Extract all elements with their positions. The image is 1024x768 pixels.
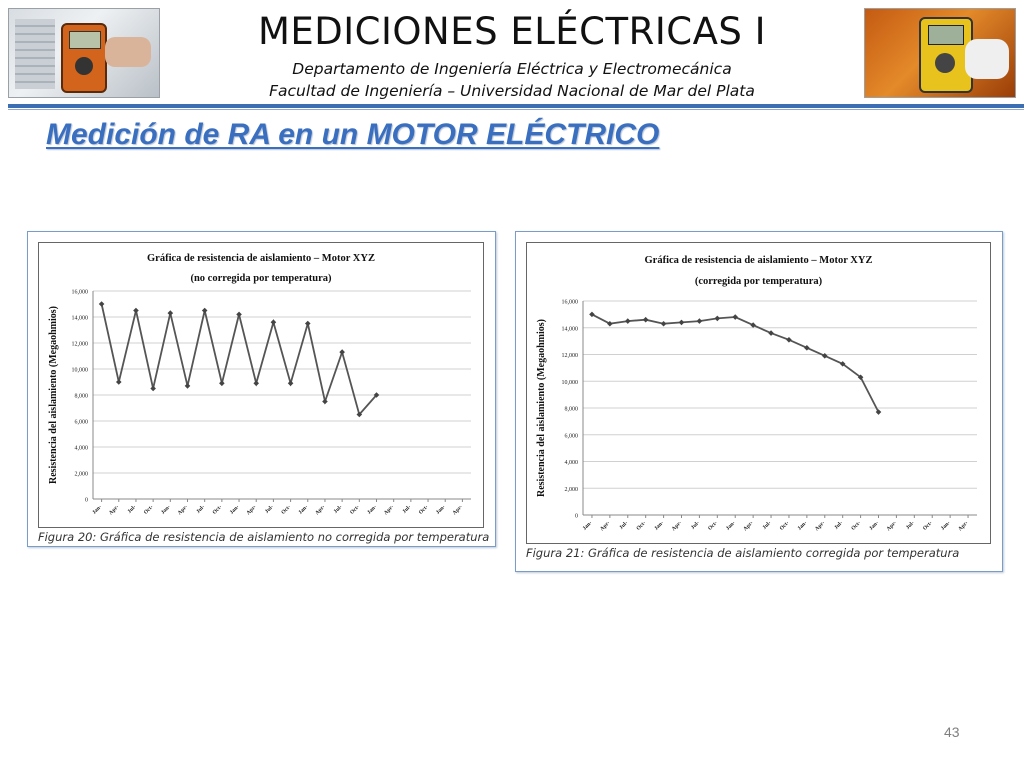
y-tick-label: 14,000 [71, 315, 88, 322]
y-tick-label: 2,000 [74, 471, 88, 478]
x-tick-label: Jul- [905, 520, 916, 531]
chart-frame [38, 242, 484, 528]
x-tick-label: Jan- [581, 520, 594, 532]
data-point [99, 301, 105, 307]
x-tick-label: Oct- [349, 504, 361, 516]
multimeter-photo-left [8, 8, 160, 98]
x-tick-label: Apr- [451, 504, 464, 517]
x-tick-label: Oct- [142, 504, 155, 516]
x-tick-label: Jul- [690, 520, 701, 531]
x-tick-label: Oct- [850, 520, 863, 532]
x-tick-label: Apr- [885, 520, 898, 533]
chart-subtitle: (corregida por temperatura) [694, 276, 823, 287]
slide-title: MEDICIONES ELÉCTRICAS I [257, 10, 767, 53]
chart-corrected [527, 243, 990, 543]
x-tick-label: Jan- [725, 520, 737, 532]
x-tick-label: Oct- [922, 520, 934, 532]
x-tick-label: Apr- [314, 504, 327, 517]
x-tick-label: Apr- [108, 504, 121, 517]
data-point [804, 345, 810, 351]
y-tick-label: 14,000 [561, 326, 578, 333]
x-tick-label: Jul- [264, 504, 275, 515]
data-point [661, 321, 667, 327]
data-point [185, 383, 191, 389]
x-tick-label: Jul- [761, 520, 773, 531]
figure-20 [27, 231, 496, 547]
x-tick-label: Oct- [211, 504, 224, 516]
data-point [202, 308, 208, 314]
x-tick-label: Jan- [796, 520, 809, 532]
y-tick-label: 6,000 [74, 419, 88, 426]
x-tick-label: Jan- [297, 504, 310, 516]
x-tick-label: Apr- [382, 504, 396, 517]
department-subtitle: Departamento de Ingeniería Eléctrica y Electromecánica [292, 60, 732, 78]
x-tick-label: Apr- [176, 504, 189, 517]
y-tick-label: 4,000 [564, 460, 578, 466]
x-tick-label: Jan- [868, 520, 880, 532]
x-tick-label: Jul- [833, 520, 845, 531]
x-tick-label: Apr- [742, 520, 755, 533]
data-point [697, 318, 703, 324]
chart-title: Gráfica de resistencia de aislamiento – Motor XYZ [644, 255, 873, 266]
y-tick-label: 0 [85, 497, 88, 504]
x-tick-label: Apr- [670, 520, 683, 533]
x-tick-label: Oct- [707, 520, 719, 532]
header-rule-thin [8, 109, 1024, 110]
y-tick-label: 16,000 [71, 289, 88, 296]
x-tick-label: Apr- [814, 520, 827, 533]
data-point [732, 314, 738, 320]
y-tick-label: 8,000 [564, 406, 578, 413]
x-tick-label: Apr- [957, 520, 970, 533]
data-point [750, 322, 756, 328]
data-point [786, 337, 792, 343]
chart-frame [526, 242, 991, 544]
y-axis-label: Resistencia del aislamiento (Megaohmios) [536, 318, 547, 498]
x-tick-label: Jan- [939, 520, 952, 532]
figure-21 [515, 231, 1003, 572]
data-point [168, 310, 174, 316]
series-line [592, 314, 879, 412]
x-tick-label: Apr- [599, 520, 612, 533]
data-point [643, 317, 649, 323]
data-point [322, 399, 328, 405]
figure-caption: Figura 20: Gráfica de resistencia de aislamiento no corregida por temperatura [38, 530, 490, 544]
x-tick-label: Jan- [366, 504, 378, 516]
x-tick-label: Oct- [417, 504, 430, 516]
glove-shape [965, 39, 1009, 79]
multimeter-icon [61, 23, 107, 93]
data-point [150, 386, 156, 392]
x-tick-label: Jul- [126, 504, 138, 515]
y-tick-label: 2,000 [564, 486, 578, 493]
y-axis-label: Resistencia del aislamiento (Megaohmios) [48, 305, 59, 485]
panel-shape [15, 19, 55, 89]
data-point [253, 381, 259, 387]
data-point [271, 319, 277, 325]
y-tick-label: 10,000 [71, 367, 88, 374]
multimeter-photo-right [864, 8, 1016, 98]
x-tick-label: Apr- [245, 504, 258, 517]
y-tick-label: 12,000 [561, 353, 578, 359]
chart-uncorrected [39, 243, 483, 527]
data-point [116, 379, 122, 385]
section-title: Medición de RA en un MOTOR ELÉCTRICO [46, 118, 660, 151]
data-point [219, 381, 225, 387]
chart-subtitle: (no corregida por temperatura) [190, 273, 332, 284]
series-line [102, 304, 377, 415]
y-tick-label: 4,000 [74, 445, 88, 452]
page-number: 43 [944, 724, 960, 740]
hand-shape [105, 37, 151, 67]
data-point [822, 353, 828, 359]
y-tick-label: 12,000 [71, 341, 88, 348]
data-point [339, 349, 345, 355]
chart-title: Gráfica de resistencia de aislamiento – Motor XYZ [147, 253, 375, 264]
y-tick-label: 10,000 [561, 379, 578, 386]
data-point [679, 320, 685, 326]
data-point [288, 381, 294, 387]
x-tick-label: Oct- [778, 520, 791, 532]
figure-caption: Figura 21: Gráfica de resistencia de aislamiento corregida por temperatura [526, 546, 960, 560]
x-tick-label: Jan- [653, 520, 666, 532]
x-tick-label: Jan- [160, 504, 172, 516]
slide-header [0, 0, 1024, 104]
x-tick-label: Jan- [435, 504, 447, 516]
x-tick-label: Jan- [91, 504, 104, 516]
y-tick-label: 16,000 [561, 299, 578, 306]
data-point [236, 312, 242, 318]
x-tick-label: Jul- [401, 504, 413, 515]
faculty-subtitle: Facultad de Ingeniería – Universidad Nacional de Mar del Plata [269, 82, 755, 100]
data-point [305, 321, 311, 327]
y-tick-label: 6,000 [564, 433, 578, 440]
x-tick-label: Oct- [280, 504, 293, 516]
x-tick-label: Jan- [228, 504, 241, 516]
y-tick-label: 0 [575, 513, 578, 520]
x-tick-label: Oct- [635, 520, 648, 532]
data-point [625, 318, 631, 324]
data-point [768, 330, 774, 336]
x-tick-label: Jul- [618, 520, 630, 531]
y-tick-label: 8,000 [74, 393, 88, 400]
x-tick-label: Jul- [195, 504, 207, 515]
x-tick-label: Jul- [332, 504, 344, 515]
header-rule [8, 104, 1024, 108]
data-point [715, 316, 721, 322]
data-point [133, 308, 139, 314]
